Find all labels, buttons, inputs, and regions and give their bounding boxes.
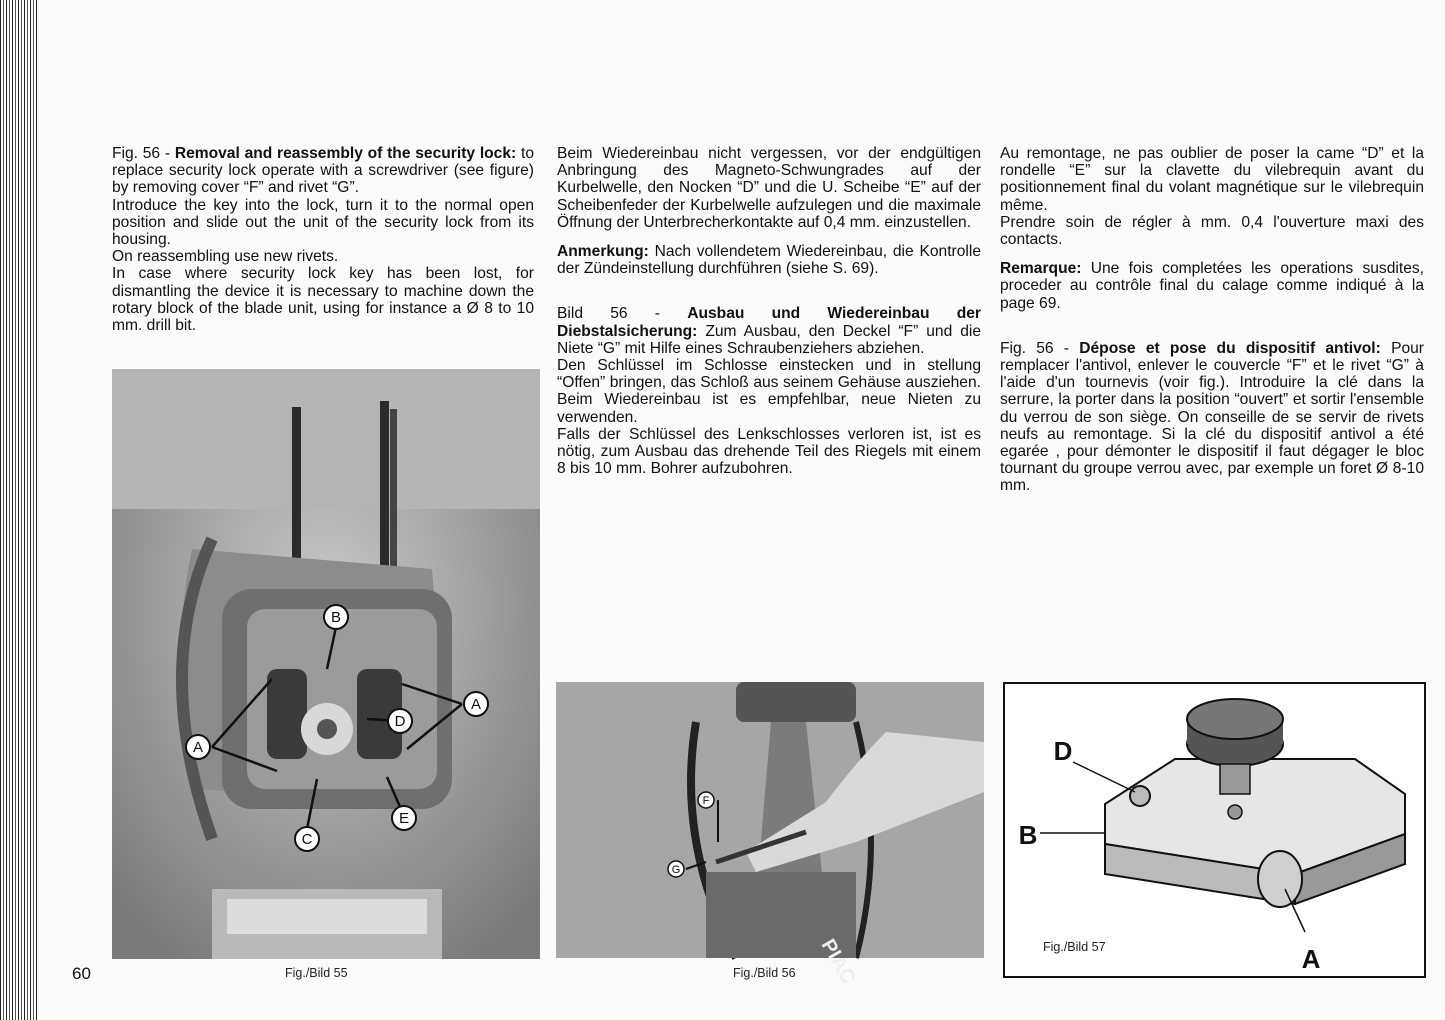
fig-ref: Bild 56 - (557, 305, 688, 323)
french-note (1000, 260, 1424, 312)
label-g: G (671, 864, 681, 876)
german-paragraph-3 (557, 305, 981, 357)
fig-ref: Fig. 56 - (1000, 339, 1080, 357)
note-label: Remarque: (1000, 260, 1082, 278)
paragraph-text: Pour remplacer l'antivol, enlever le couvercle “F” et le rivet “G” à l'aide d'un tournevis (voir fig.). Introduire la clé dans la serrure, la porter dans la position “ouvert” et sortir l'ensemble du verrou de son siège. On conseille de se servir de rivets neufs au remontage. Si la clé du dispositif antivol a été egarée , pour démonter le dispositif il faut dégager le bloc tournant du groupe verrou avec, par exemple un foret Ø 8-10 mm. (1000, 339, 1425, 495)
label-a: A (1301, 944, 1321, 974)
paragraph-text: Zum Ausbau, den Deckel “F” und die Niete “G” mit Hilfe eines Schraubenziehers abziehen. (557, 322, 981, 357)
label-e: E (398, 810, 410, 827)
english-column (112, 145, 534, 334)
label-a-right: A (470, 696, 482, 713)
paragraph-text: to replace security lock operate with a screwdriver (see figure) by removing cover “F” and rivet “G”. (112, 145, 534, 197)
french-column (1000, 145, 1424, 495)
section-heading: Dépose et pose du dispositif antivol: (1079, 339, 1381, 357)
label-b: B (1018, 820, 1038, 850)
figure-57-drawing (1003, 682, 1426, 978)
figure-55-caption: Fig./Bild 55 (285, 966, 348, 980)
label-d: D (394, 713, 406, 730)
label-a-left: A (192, 739, 204, 756)
book-binding-edge (0, 0, 38, 1020)
section-heading: Removal and reassembly of the security lock: (174, 145, 517, 162)
page-number: 60 (72, 964, 91, 983)
figure-56-caption: Fig./Bild 56 (733, 966, 796, 980)
note-text: Une fois completées les operations susdites, proceder au contrôle final du calage comme indiqué à la page 69. (1000, 260, 1424, 312)
german-column (557, 145, 981, 477)
section-heading: Ausbau und Wiedereinbau der Diebstalsicherung: (557, 305, 981, 340)
note-text: Nach vollendetem Wiedereinbau, die Kontrolle der Zündeinstellung durchführen (siehe S. 69). (557, 243, 981, 278)
label-f: F (702, 795, 710, 807)
label-b: B (330, 609, 342, 626)
brand-text: PIAC (816, 935, 860, 988)
figure-57-caption: Fig./Bild 57 (1043, 940, 1106, 954)
english-paragraph-2: Introduce the key into the lock, turn it to the normal open position and slide out the unit of the security lock from its housing. (112, 196, 534, 249)
magneto-illustration (112, 369, 540, 959)
german-paragraph-5: Falls der Schlüssel des Lenkschlosses verloren ist, ist es nötig, zum Ausbau das drehende Teil des Riegels mit einem 8 bis 10 mm. Bohrer aufzubohren. (557, 425, 981, 478)
figure-55-magneto-photo (112, 369, 540, 959)
tool-drawing (1005, 684, 1424, 976)
label-d: D (1053, 736, 1073, 766)
french-paragraph-1: Au remontage, ne pas oublier de poser la came “D” et la rondelle “E” sur la clavette du vilebrequin avant du positionnement final du volant magnétique sur le vilebrequin même. (1000, 145, 1424, 214)
english-paragraph-4: In case where security lock key has been lost, for dismantling the device it is necessary to machine down the rotary block of the blade unit, using for instance a Ø 8 to 10 mm. drill bit. (112, 265, 534, 335)
english-paragraph-3: On reassembling use new rivets. (112, 248, 339, 266)
german-note (557, 243, 981, 277)
english-paragraph-1 (112, 145, 534, 197)
french-paragraph-2: Prendre soin de régler à mm. 0,4 l'ouverture maxi des contacts. (1000, 213, 1424, 249)
label-c: C (301, 831, 313, 848)
fig-ref: Fig. 56 - (112, 145, 175, 162)
french-paragraph-4 (1000, 340, 1424, 495)
german-paragraph-4: Den Schlüssel im Schlosse einstecken und in stellung “Offen” bringen, das Schloß aus seinem Gehäuse ausziehen. Beim Wiedereinbau ist es empfehlbar, neue Nieten zu verwenden. (557, 357, 981, 426)
german-paragraph-1: Beim Wiedereinbau nicht vergessen, vor der endgültigen Anbringung des Magneto-Schwungrades auf der Kurbelwelle, den Nocken “D” und die U. Scheibe “E” auf der Scheibenfeder der Kurbelwelle aufzulegen und die maximale Öffnung der Unterbrecherkontakte auf 0,4 mm. einzustellen. (557, 145, 981, 231)
note-label: Anmerkung: (557, 243, 649, 261)
